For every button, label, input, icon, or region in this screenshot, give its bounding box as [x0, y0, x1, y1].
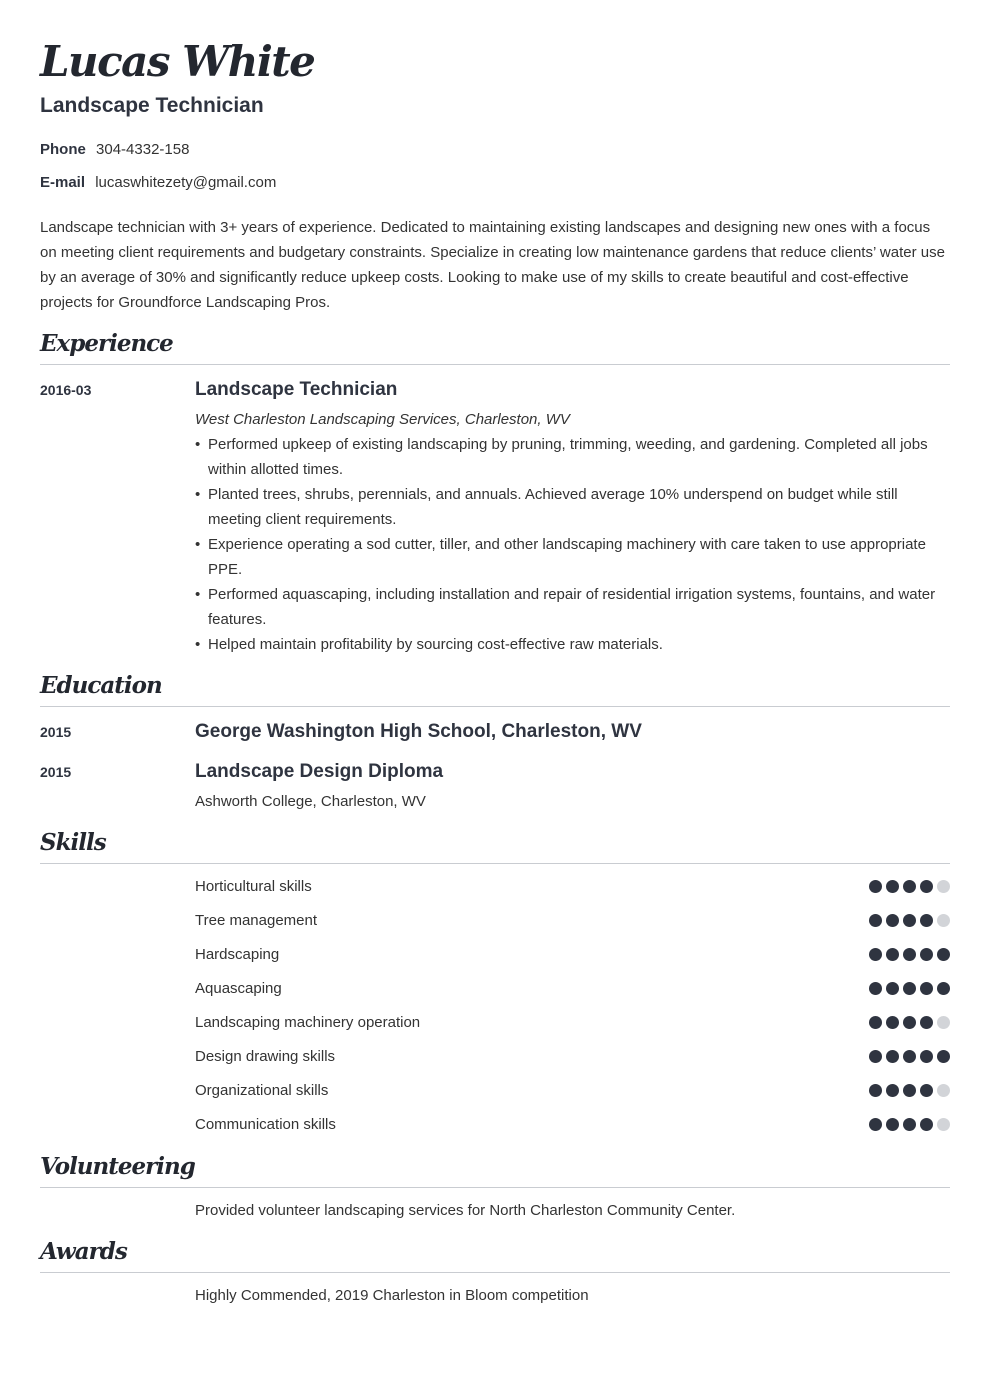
rating-dot-filled	[886, 1118, 899, 1131]
email-label: E-mail	[40, 174, 86, 191]
rating-dot-filled	[920, 914, 933, 927]
rating-dot-filled	[903, 982, 916, 995]
skill-rating	[865, 914, 950, 928]
profile-summary: Landscape technician with 3+ years of experience. Dedicated to maintaining existing landscapes and designing new ones with a focus on meeting client requirements and budgetary constraints. Specialize in creating low maintenance gardens that reduce clients’ water use by an average of 30% and significantly reduce upkeep costs. Looking to make use of my skills to create beautiful and cost-effective projects for Groundforce Landscaping Pros.	[40, 219, 945, 311]
experience-heading	[40, 330, 950, 365]
list-item: • Performed aquascaping, including installation and repair of residential irrigation systems, fountains, and water features.	[195, 582, 950, 632]
rating-dot-filled	[886, 982, 899, 995]
volunteering-heading	[40, 1153, 950, 1188]
rating-dot-filled	[869, 1084, 882, 1097]
rating-dot-filled	[903, 1016, 916, 1029]
rating-dot-empty	[937, 914, 950, 927]
skill-row	[195, 1045, 950, 1079]
rating-dot-empty	[937, 1016, 950, 1029]
education-heading-text: Education	[40, 672, 162, 699]
skill-name: Horticultural skills	[195, 878, 312, 895]
rating-dot-filled	[886, 1016, 899, 1029]
skill-row	[195, 909, 950, 943]
rating-dot-filled	[937, 948, 950, 961]
skill-row	[195, 977, 950, 1011]
rating-dot-empty	[937, 1118, 950, 1131]
rating-dot-filled	[903, 948, 916, 961]
rating-dot-filled	[869, 880, 882, 893]
rating-dot-filled	[886, 914, 899, 927]
experience-heading-text: Experience	[40, 330, 173, 357]
list-item: • Performed upkeep of existing landscaping by pruning, trimming, weeding, and gardening. Completed all jobs within allotted times.	[195, 432, 950, 482]
rating-dot-filled	[886, 1050, 899, 1063]
skills-heading-text: Skills	[40, 829, 106, 856]
awards-heading	[40, 1238, 950, 1273]
skill-name: Landscaping machinery operation	[195, 1014, 421, 1031]
education-date-2: 2015	[40, 764, 72, 780]
list-item: • Experience operating a sod cutter, tiller, and other landscaping machinery with care taken to use appropriate PPE.	[195, 532, 950, 582]
contact-email	[40, 174, 276, 191]
skill-rating	[865, 1016, 950, 1030]
skill-name: Tree management	[195, 912, 318, 929]
skill-name: Hardscaping	[195, 946, 280, 963]
education-institution-2: Ashworth College, Charleston, WV	[195, 793, 426, 810]
skill-rating	[865, 1050, 950, 1064]
skill-row	[195, 875, 950, 909]
skill-rating	[865, 982, 950, 996]
skill-rating	[865, 1118, 950, 1132]
education-date-1: 2015	[40, 724, 72, 740]
rating-dot-filled	[920, 880, 933, 893]
list-item: • Helped maintain profitability by sourcing cost-effective raw materials.	[195, 632, 950, 657]
email-value[interactable]: lucaswhitezety@gmail.com	[95, 174, 277, 191]
rating-dot-filled	[886, 948, 899, 961]
skills-list	[195, 875, 950, 1147]
contact-phone	[40, 141, 189, 158]
rating-dot-empty	[937, 880, 950, 893]
skill-name: Aquascaping	[195, 980, 282, 997]
skill-rating	[865, 880, 950, 894]
phone-label: Phone	[40, 141, 86, 158]
rating-dot-filled	[869, 914, 882, 927]
volunteering-heading-text: Volunteering	[40, 1153, 195, 1180]
education-heading	[40, 672, 950, 707]
rating-dot-filled	[903, 880, 916, 893]
experience-company: West Charleston Landscaping Services, Charleston, WV	[195, 411, 570, 428]
skill-rating	[865, 1084, 950, 1098]
rating-dot-filled	[920, 982, 933, 995]
education-title-2: Landscape Design Diploma	[195, 761, 444, 782]
rating-dot-filled	[920, 1084, 933, 1097]
rating-dot-filled	[869, 1050, 882, 1063]
rating-dot-filled	[920, 1050, 933, 1063]
rating-dot-filled	[903, 1084, 916, 1097]
job-title: Landscape Technician	[40, 94, 264, 117]
skill-name: Design drawing skills	[195, 1048, 336, 1065]
education-title-1: George Washington High School, Charleston, WV	[195, 721, 642, 742]
experience-date: 2016-03	[40, 382, 92, 398]
rating-dot-filled	[869, 982, 882, 995]
awards-text: Highly Commended, 2019 Charleston in Bloom competition	[195, 1287, 589, 1304]
skills-heading	[40, 829, 950, 864]
rating-dot-filled	[869, 948, 882, 961]
experience-title: Landscape Technician	[195, 379, 398, 400]
rating-dot-filled	[886, 1084, 899, 1097]
rating-dot-filled	[903, 914, 916, 927]
skill-rating	[865, 948, 950, 962]
skill-name: Organizational skills	[195, 1082, 329, 1099]
phone-value[interactable]: 304-4332-158	[96, 141, 190, 158]
rating-dot-filled	[869, 1118, 882, 1131]
skill-row	[195, 943, 950, 977]
rating-dot-filled	[920, 1016, 933, 1029]
rating-dot-empty	[937, 1084, 950, 1097]
experience-bullets	[195, 432, 950, 657]
list-item: • Planted trees, shrubs, perennials, and annuals. Achieved average 10% underspend on budget while still meeting client requirements.	[195, 482, 950, 532]
rating-dot-filled	[886, 880, 899, 893]
awards-heading-text: Awards	[40, 1238, 127, 1265]
rating-dot-filled	[903, 1050, 916, 1063]
rating-dot-filled	[920, 948, 933, 961]
rating-dot-filled	[869, 1016, 882, 1029]
rating-dot-filled	[937, 982, 950, 995]
rating-dot-filled	[903, 1118, 916, 1131]
rating-dot-filled	[937, 1050, 950, 1063]
skill-name: Communication skills	[195, 1116, 336, 1133]
rating-dot-filled	[920, 1118, 933, 1131]
skill-row	[195, 1079, 950, 1113]
candidate-name: Lucas White	[40, 37, 315, 86]
skill-row	[195, 1011, 950, 1045]
skill-row	[195, 1113, 950, 1147]
volunteering-text: Provided volunteer landscaping services for North Charleston Community Center.	[195, 1202, 736, 1219]
